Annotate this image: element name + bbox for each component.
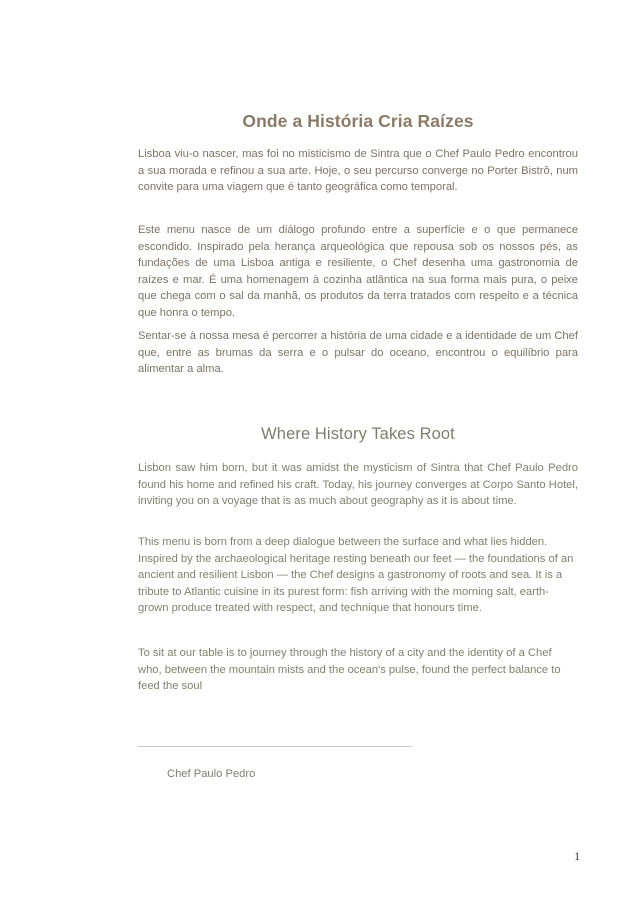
english-paragraph-3: To sit at our table is to journey through the history of a city and the identity of a Chef who, between the mountain mists and the ocean's pulse, found the perfect balance to feed the soul [138,647,561,693]
portuguese-paragraph-1: Lisboa viu-o nascer, mas foi no misticismo de Sintra que o Chef Paulo Pedro encontrou a sua morada e refinou a sua arte. Hoje, o seu percurso converge no Porter Bistrô, num convite para uma viagem que é tanto geográfica como temporal. [138,148,578,194]
english-heading: Where History Takes Root [261,425,455,443]
portuguese-paragraph-2: Este menu nasce de um diálogo profundo entre a superfície e o que permanece escondido. Inspirado pela herança arqueológica que repousa sob os nossos pés, as fundações de uma Lisboa antiga e resiliente, o Chef desenha uma gastronomia de raízes e mar. É uma homenagem à cozinha atlântica na sua forma mais pura, o peixe que chega com o sal da manhã, os produtos da terra tratados com respeito e a técnica que honra o tempo. [138,224,578,319]
page-number: 1 [574,851,580,863]
portuguese-paragraph-3: Sentar-se à nossa mesa é percorrer a história de uma cidade e a identidade de um Chef que, entre as brumas da serra e o pulsar do oceano, encontrou o equilíbrio para alimentar a alma. [138,330,578,376]
chef-signature: Chef Paulo Pedro [167,768,256,780]
english-paragraph-2: This menu is born from a deep dialogue between the surface and what lies hidden. Inspired by the archaeological heritage resting beneath our feet — the foundations of an ancient and resilient Lisbon — the Chef designs a gastronomy of roots and sea. It is a tribute to Atlantic cuisine in its purest form: fish arriving with the morning salt, earth-grown produce treated with respect, and technique that honours time. [138,536,574,615]
english-paragraph-1: Lisbon saw him born, but it was amidst the mysticism of Sintra that Chef Paulo Pedro found his home and refined his craft. Today, his journey converges at Corpo Santo Hotel, inviting you on a voyage that is as much about geography as it is about time. [138,462,578,508]
portuguese-heading: Onde a História Cria Raízes [242,111,474,131]
signature-divider [138,746,412,747]
